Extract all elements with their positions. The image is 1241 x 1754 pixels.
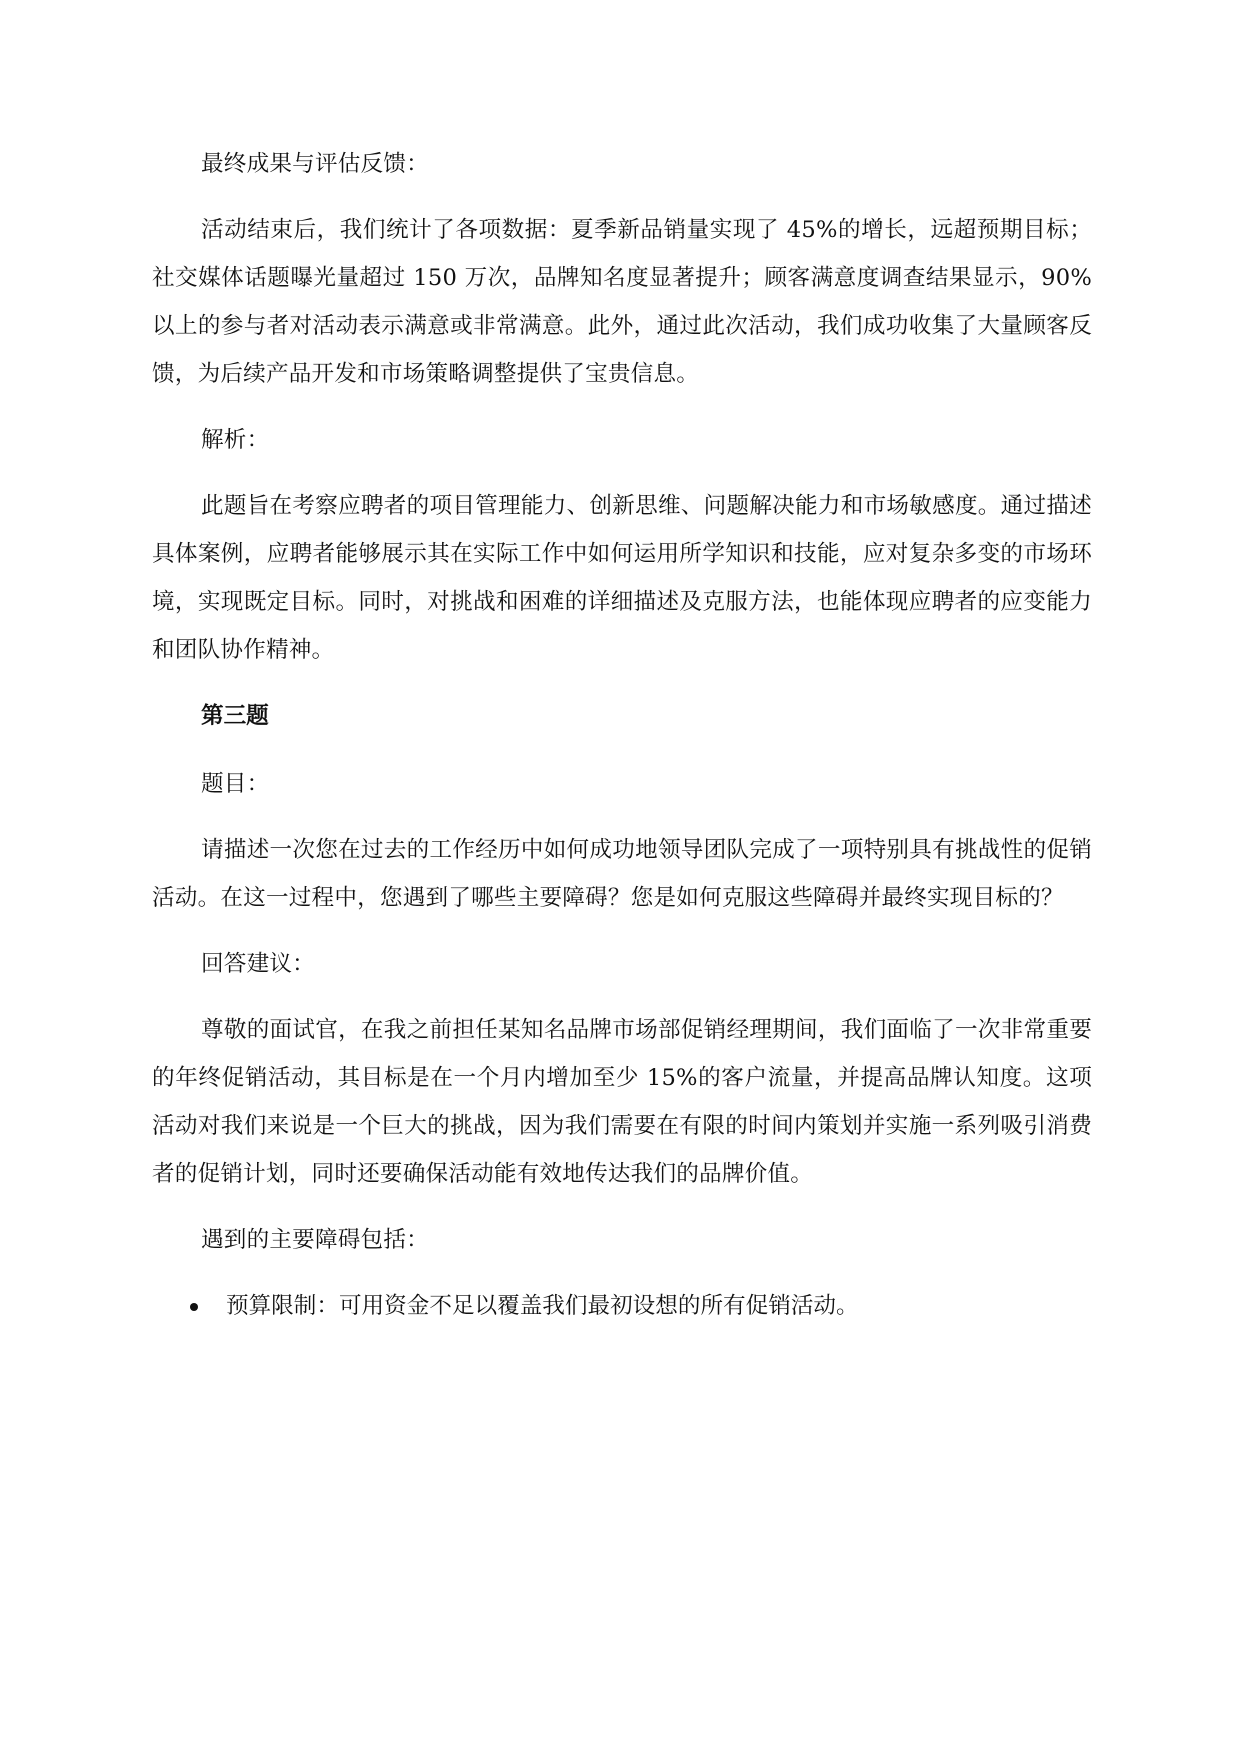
paragraph-question-heading: 题目：: [201, 771, 270, 797]
paragraph-results: 活动结束后，我们统计了各项数据：夏季新品销量实现了 45%的增长，远超预期目标；社交媒体话题曝光量超过 150 万次，品牌知名度显著提升；顾客满意度调查结果显示，90%以上的参与者对活动表示满意或非常满意。此外，通过此次活动，我们成功收集了大量顾客反馈，为后续产品开发和市场策略调整提供了宝贵信息。: [152, 217, 1092, 387]
paragraph-question: 请描述一次您在过去的工作经历中如何成功地领导团队完成了一项特别具有挑战性的促销活动。在这一过程中，您遇到了哪些主要障碍？您是如何克服这些障碍并最终实现目标的？: [152, 837, 1092, 911]
obstacle-list: [152, 1282, 1092, 1330]
paragraph-analysis: 此题旨在考察应聘者的项目管理能力、创新思维、问题解决能力和市场敏感度。通过描述具体案例，应聘者能够展示其在实际工作中如何运用所学知识和技能，应对复杂多变的市场环境，实现既定目标。同时，对挑战和困难的详细描述及克服方法，也能体现应聘者的应变能力和团队协作精神。: [152, 493, 1092, 663]
paragraph-answer-heading: 回答建议：: [201, 951, 315, 977]
list-item: [152, 1282, 1092, 1330]
document-body: [152, 140, 1092, 1330]
paragraph-answer: 尊敬的面试官，在我之前担任某知名品牌市场部促销经理期间，我们面临了一次非常重要的年终促销活动，其目标是在一个月内增加至少 15%的客户流量，并提高品牌认知度。这项活动对我们来说是一个巨大的挑战，因为我们需要在有限的时间内策划并实施一系列吸引消费者的促销计划，同时还要确保活动能有效地传达我们的品牌价值。: [152, 1017, 1092, 1187]
bullet-icon: [190, 1303, 198, 1311]
paragraph-obstacles-heading: 遇到的主要障碍包括：: [201, 1227, 429, 1253]
paragraph-results-heading: 最终成果与评估反馈：: [201, 151, 429, 177]
paragraph-analysis-heading: 解析：: [201, 427, 270, 453]
list-item-text: 预算限制：可用资金不足以覆盖我们最初设想的所有促销活动。: [226, 1293, 859, 1319]
section-heading: 第三题: [201, 703, 269, 729]
